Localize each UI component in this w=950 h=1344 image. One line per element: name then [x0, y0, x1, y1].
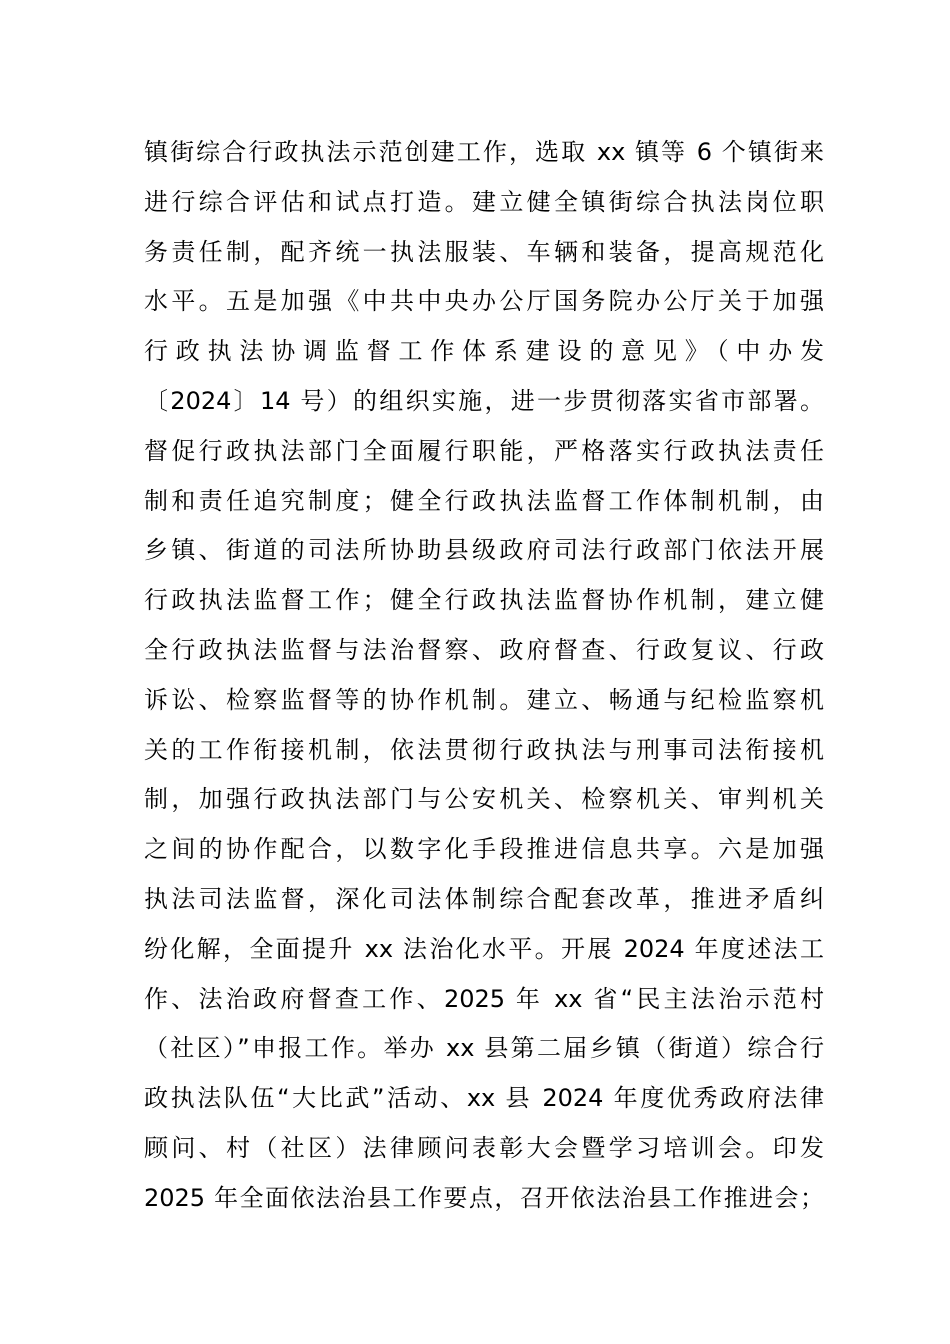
text-line: 水平。五是加强《中共中央办公厅国务院办公厅关于加强 — [144, 287, 824, 316]
text-line: 顾问、村（社区）法律顾问表彰大会暨学习培训会。印发 — [144, 1133, 824, 1162]
text-line: 制和责任追究制度；健全行政执法监督工作体制机制，由 — [144, 486, 824, 515]
text-line: 镇街综合行政执法示范创建工作，选取 xx 镇等 6 个镇街来 — [144, 138, 824, 166]
text-line: 纷化解，全面提升 xx 法治化水平。开展 2024 年度述法工 — [144, 934, 824, 963]
text-line: 行政执法监督工作；健全行政执法监督协作机制，建立健 — [144, 586, 824, 615]
text-line: 务责任制，配齐统一执法服装、车辆和装备，提高规范化 — [144, 237, 824, 266]
text-line: 作、法治政府督查工作、2025 年 xx 省“民主法治示范村 — [144, 984, 824, 1013]
text-line: 行政执法协调监督工作体系建设的意见》（中办发 — [144, 337, 824, 366]
text-line: 执法司法监督，深化司法体制综合配套改革，推进矛盾纠 — [144, 884, 824, 913]
text-line: 政执法队伍“大比武”活动、xx 县 2024 年度优秀政府法律 — [144, 1084, 824, 1113]
text-line: 全行政执法监督与法治督察、政府督查、行政复议、行政 — [144, 635, 824, 664]
body-paragraph — [144, 128, 824, 1224]
text-line: 乡镇、街道的司法所协助县级政府司法行政部门依法开展 — [144, 536, 824, 565]
text-line: 之间的协作配合，以数字化手段推进信息共享。六是加强 — [144, 835, 824, 864]
text-line: 督促行政执法部门全面履行职能，严格落实行政执法责任 — [144, 436, 824, 465]
text-line: （社区）”申报工作。举办 xx 县第二届乡镇（街道）综合行 — [144, 1034, 824, 1063]
text-line: 关的工作衔接机制，依法贯彻行政执法与刑事司法衔接机 — [144, 735, 824, 764]
text-line: 进行综合评估和试点打造。建立健全镇街综合执法岗位职 — [144, 187, 824, 216]
text-line: 诉讼、检察监督等的协作机制。建立、畅通与纪检监察机 — [144, 685, 824, 714]
text-line: 制，加强行政执法部门与公安机关、检察机关、审判机关 — [144, 785, 824, 814]
text-line: 〔2024〕14 号）的组织实施，进一步贯彻落实省市部署。 — [144, 386, 824, 415]
text-line: 2025 年全面依法治县工作要点，召开依法治县工作推进会； — [144, 1183, 824, 1212]
